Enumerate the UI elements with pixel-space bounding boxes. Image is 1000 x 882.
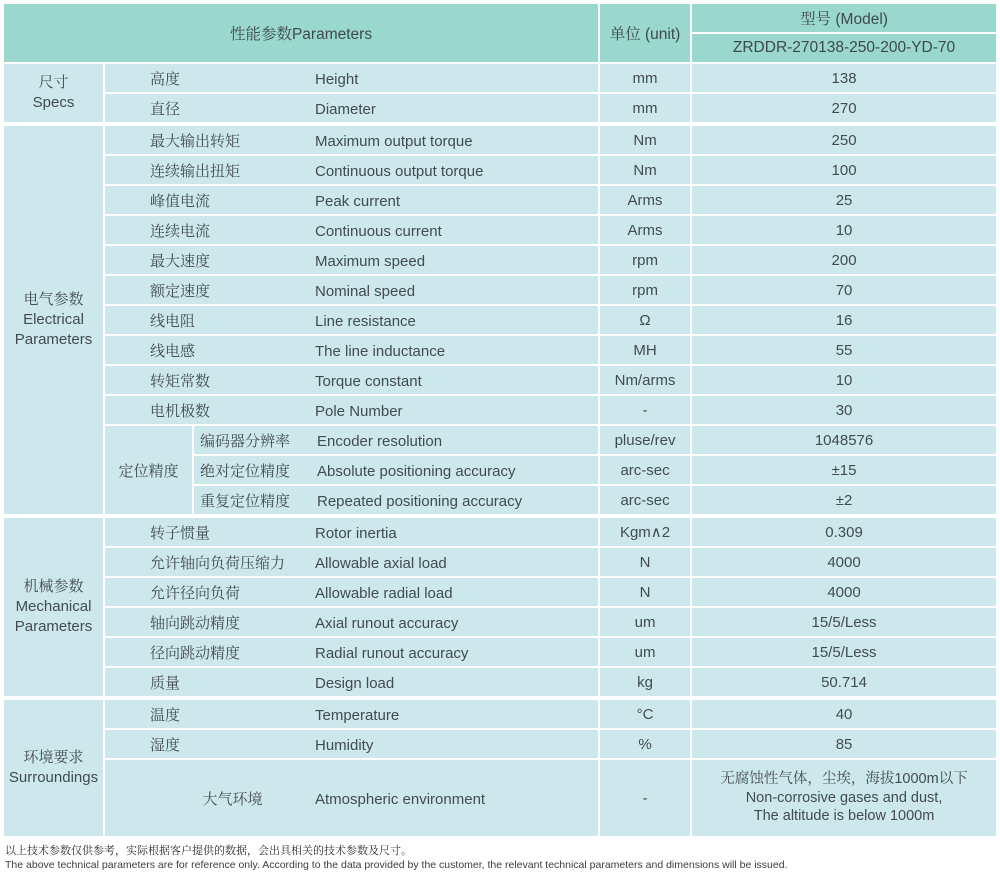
atmosphere-value-en2: The altitude is below 1000m — [753, 808, 935, 825]
param-line-resistance — [105, 306, 598, 334]
category-mechanical — [4, 516, 103, 696]
value-cell: 100 — [692, 156, 996, 184]
param-en: Peak current — [315, 192, 401, 210]
value-cell: ±2 — [692, 486, 996, 514]
table-row — [4, 638, 996, 666]
table-row — [4, 366, 996, 394]
category-specs — [4, 64, 103, 122]
unit-cell: arc-sec — [600, 456, 690, 484]
category-specs-en: Specs — [32, 94, 75, 111]
param-diameter — [105, 94, 598, 122]
param-zh: 允许轴向负荷压缩力 — [150, 554, 286, 572]
unit-cell: N — [600, 548, 690, 576]
param-allowable-axial-load — [105, 548, 598, 576]
header-unit: 单位 (unit) — [600, 4, 690, 62]
param-en: Continuous output torque — [315, 162, 484, 180]
param-en: Nominal speed — [315, 282, 416, 300]
value-cell: 25 — [692, 186, 996, 214]
table-row — [4, 578, 996, 606]
param-en: Allowable axial load — [315, 554, 447, 572]
param-repeated-positioning-accuracy — [194, 486, 598, 514]
param-en: Design load — [315, 674, 395, 692]
table-row — [4, 698, 996, 728]
unit-cell: rpm — [600, 276, 690, 304]
param-line-inductance — [105, 336, 598, 364]
value-cell: 10 — [692, 366, 996, 394]
category-electrical-en1: Electrical — [23, 311, 84, 329]
param-zh: 质量 — [150, 674, 181, 692]
param-zh: 峰值电流 — [150, 192, 211, 210]
param-en: Temperature — [315, 706, 400, 724]
param-zh: 最大输出转矩 — [150, 132, 241, 150]
param-zh: 重复定位精度 — [200, 492, 291, 510]
param-en: Continuous current — [315, 222, 442, 240]
unit-cell: mm — [600, 64, 690, 92]
param-zh: 转矩常数 — [150, 372, 211, 390]
value-cell: 15/5/Less — [692, 638, 996, 666]
param-peak-current — [105, 186, 598, 214]
param-axial-runout-accuracy — [105, 608, 598, 636]
value-cell: 4000 — [692, 578, 996, 606]
unit-cell: Arms — [600, 216, 690, 244]
value-cell: 10 — [692, 216, 996, 244]
unit-cell: N — [600, 578, 690, 606]
category-specs-zh: 尺寸 — [38, 74, 69, 92]
table-row — [4, 730, 996, 758]
subcategory-positioning-accuracy: 定位精度 — [105, 426, 192, 514]
category-surroundings-en: Surroundings — [8, 769, 99, 786]
param-zh: 电机极数 — [150, 402, 211, 420]
param-design-load — [105, 668, 598, 696]
param-zh: 高度 — [150, 70, 181, 88]
unit-cell: °C — [600, 698, 690, 728]
header-parameters: 性能参数Parameters — [4, 4, 598, 62]
header-model-value: ZRDDR-270138-250-200-YD-70 — [692, 34, 996, 62]
motor-spec-table — [2, 2, 998, 838]
param-radial-runout-accuracy — [105, 638, 598, 666]
param-en: Allowable radial load — [315, 584, 453, 602]
param-en: Maximum output torque — [315, 132, 473, 150]
unit-cell: pluse/rev — [600, 426, 690, 454]
unit-cell: MH — [600, 336, 690, 364]
category-surroundings — [4, 698, 103, 836]
param-zh: 最大速度 — [150, 252, 211, 270]
param-zh: 额定速度 — [150, 282, 211, 300]
param-max-speed — [105, 246, 598, 274]
unit-cell: Kgm∧2 — [600, 516, 690, 546]
atmosphere-value-zh: 无腐蚀性气体，尘埃，海拔1000m以下 — [720, 771, 968, 788]
param-rotor-inertia — [105, 516, 598, 546]
unit-cell: Nm — [600, 124, 690, 154]
table-row — [4, 156, 996, 184]
param-cont-output-torque — [105, 156, 598, 184]
param-en: Absolute positioning accuracy — [317, 462, 516, 480]
param-pole-number — [105, 396, 598, 424]
param-en: Axial runout accuracy — [315, 614, 459, 632]
param-en: Rotor inertia — [315, 524, 397, 542]
param-en: Torque constant — [315, 372, 422, 390]
category-electrical-en2: Parameters — [14, 330, 93, 348]
header-model-label: 型号 (Model) — [692, 4, 996, 32]
param-en: Atmospheric environment — [315, 790, 486, 808]
param-humidity — [105, 730, 598, 758]
footnotes — [5, 844, 1000, 872]
unit-cell: Nm — [600, 156, 690, 184]
value-cell: 85 — [692, 730, 996, 758]
category-mechanical-zh: 机械参数 — [23, 578, 84, 596]
param-atmospheric-environment — [105, 760, 598, 836]
table-row — [4, 64, 996, 92]
param-zh: 线电阻 — [150, 312, 196, 330]
param-zh: 允许径向负荷 — [150, 584, 241, 602]
unit-cell: Ω — [600, 306, 690, 334]
param-en: Diameter — [315, 100, 376, 118]
param-en: Radial runout accuracy — [315, 644, 469, 662]
param-zh: 湿度 — [150, 736, 181, 754]
table-row — [4, 396, 996, 424]
param-cont-current — [105, 216, 598, 244]
param-torque-constant — [105, 366, 598, 394]
value-cell: 4000 — [692, 548, 996, 576]
table-row — [4, 516, 996, 546]
table-row — [4, 608, 996, 636]
unit-cell: Nm/arms — [600, 366, 690, 394]
param-zh: 直径 — [150, 100, 181, 118]
table-row — [4, 216, 996, 244]
param-max-output-torque — [105, 124, 598, 154]
param-temperature — [105, 698, 598, 728]
value-cell: 50.714 — [692, 668, 996, 696]
footnote-zh: 以上技术参数仅供参考，实际根据客户提供的数据，会出具相关的技术参数及尺寸。 — [5, 845, 412, 857]
param-zh: 轴向跳动精度 — [150, 614, 241, 632]
value-cell: 1048576 — [692, 426, 996, 454]
footnote-en: The above technical parameters are for reference only. According to the data provided by the customer, the relevant technical parameters and dimensions will be issued. — [5, 859, 788, 871]
value-cell: 40 — [692, 698, 996, 728]
param-en: Encoder resolution — [317, 432, 443, 450]
param-en: The line inductance — [315, 342, 446, 360]
unit-cell: kg — [600, 668, 690, 696]
param-zh: 线电感 — [150, 342, 196, 360]
category-mechanical-en1: Mechanical — [15, 598, 92, 616]
value-cell: 16 — [692, 306, 996, 334]
param-zh: 连续电流 — [150, 222, 211, 240]
table-row — [4, 548, 996, 576]
unit-cell: um — [600, 608, 690, 636]
param-height — [105, 64, 598, 92]
value-cell: ±15 — [692, 456, 996, 484]
unit-cell: rpm — [600, 246, 690, 274]
value-cell: 15/5/Less — [692, 608, 996, 636]
category-surroundings-zh: 环境要求 — [23, 749, 84, 767]
table-row — [4, 124, 996, 154]
param-zh: 绝对定位精度 — [200, 462, 291, 480]
param-en: Pole Number — [315, 402, 403, 420]
value-cell: 55 — [692, 336, 996, 364]
table-row — [4, 760, 996, 836]
unit-cell: arc-sec — [600, 486, 690, 514]
param-en: Repeated positioning accuracy — [317, 492, 523, 510]
param-en: Maximum speed — [315, 252, 426, 270]
param-nominal-speed — [105, 276, 598, 304]
param-en: Height — [315, 70, 359, 88]
param-zh: 编码器分辨率 — [200, 432, 291, 450]
param-allowable-radial-load — [105, 578, 598, 606]
table-row — [4, 306, 996, 334]
table-row — [4, 246, 996, 274]
param-en: Humidity — [315, 736, 374, 754]
param-zh: 转子惯量 — [150, 524, 211, 542]
table-row — [4, 336, 996, 364]
value-cell: 200 — [692, 246, 996, 274]
unit-cell: - — [600, 396, 690, 424]
category-mechanical-en2: Parameters — [14, 617, 93, 635]
value-cell: 138 — [692, 64, 996, 92]
value-cell-atmosphere — [692, 760, 996, 836]
param-encoder-resolution — [194, 426, 598, 454]
table-row — [4, 94, 996, 122]
param-en: Line resistance — [315, 312, 416, 330]
table-row — [4, 426, 996, 454]
param-absolute-positioning-accuracy — [194, 456, 598, 484]
table-row — [4, 276, 996, 304]
value-cell: 0.309 — [692, 516, 996, 546]
param-zh: 连续输出扭矩 — [150, 162, 241, 180]
category-electrical — [4, 124, 103, 514]
value-cell: 250 — [692, 124, 996, 154]
value-cell: 70 — [692, 276, 996, 304]
table-row — [4, 668, 996, 696]
param-zh: 径向跳动精度 — [150, 644, 241, 662]
value-cell: 270 — [692, 94, 996, 122]
table-row — [4, 186, 996, 214]
category-electrical-zh: 电气参数 — [23, 291, 84, 309]
unit-cell: % — [600, 730, 690, 758]
atmosphere-value-en1: Non-corrosive gases and dust, — [745, 789, 943, 806]
param-zh: 温度 — [150, 706, 181, 724]
unit-cell: - — [600, 760, 690, 836]
param-zh: 大气环境 — [202, 790, 263, 808]
unit-cell: mm — [600, 94, 690, 122]
header-row-1 — [4, 4, 996, 32]
unit-cell: um — [600, 638, 690, 666]
value-cell: 30 — [692, 396, 996, 424]
unit-cell: Arms — [600, 186, 690, 214]
